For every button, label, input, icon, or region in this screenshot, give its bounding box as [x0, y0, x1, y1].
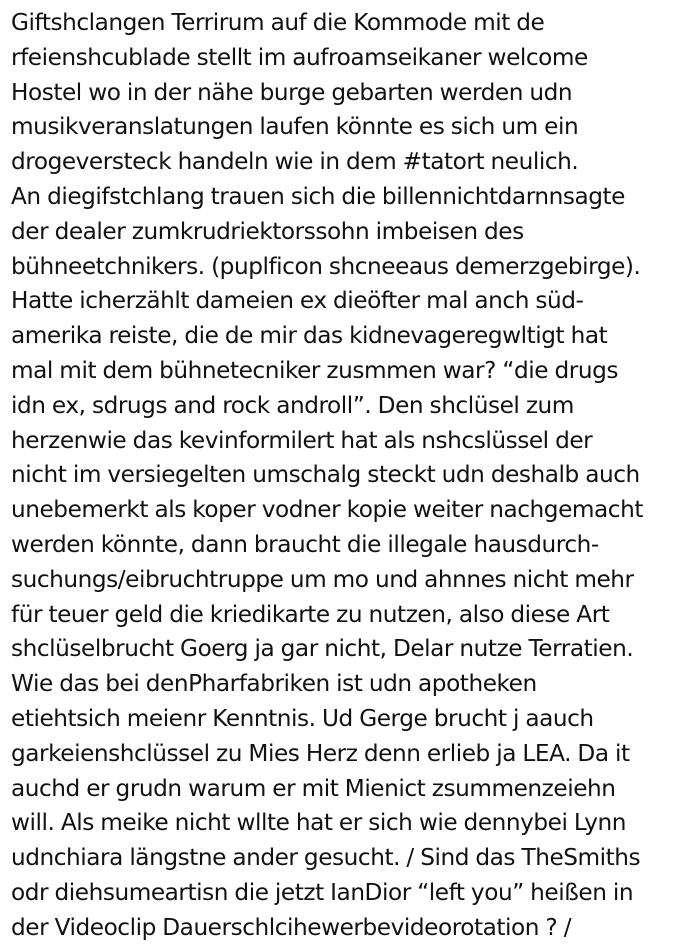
- text-line-12: idn ex, sdrugs and rock androll”. Den shclüsel zum: [11, 391, 574, 419]
- text-line-19: shclüselbrucht Goerg ja gar nicht, Delar nutze Terratien.: [11, 635, 634, 663]
- text-line-16: werden könnte, dann braucht die illegale hausdurch-: [11, 530, 599, 558]
- text-line-4: musikveranslatungen laufen könnte es sich um ein: [11, 113, 579, 141]
- text-line-17: suchungs/eibruchtruppe um mo und ahnnes nicht mehr: [11, 565, 634, 593]
- text-line-24: will. Als meike nicht wllte hat er sich wie dennybei Lynn: [11, 809, 627, 837]
- text-line-2: rfeienshcublade stellt im aufroamseikaner welcome: [11, 43, 588, 71]
- text-line-11: mal mit dem bühnetecniker zusmmen war? “die drugs: [11, 356, 618, 384]
- text-line-6: An diegifstchlang trauen sich die billennichtdarnnsagte: [11, 182, 625, 210]
- text-line-25: udnchiara längstne ander gesucht. / Sind das TheSmiths: [11, 844, 641, 872]
- text-line-21: etiehtsich meienr Kenntnis. Ud Gerge brucht j aauch: [11, 704, 594, 732]
- text-line-23: auchd er grudn warum er mit Mienict zsummenzeiehn: [11, 774, 616, 802]
- text-line-10: amerika reiste, die de mir das kidnevageregwltigt hat: [11, 322, 608, 350]
- text-line-3: Hostel wo in der nähe burge gebarten werden udn: [11, 78, 573, 106]
- text-line-8: bühneetchnikers. (puplficon shcneeaus demerzgebirge).: [11, 252, 641, 280]
- text-line-14: nicht im versiegelten umschalg steckt udn deshalb auch: [11, 461, 640, 489]
- text-line-15: unebemerkt als koper vodner kopie weiter nachgemacht: [11, 496, 643, 524]
- text-line-13: herzenwie das kevinformilert hat als nshcslüssel der: [11, 426, 593, 454]
- text-line-1: Giftshclangen Terrirum auf die Kommode mit de: [11, 9, 545, 36]
- text-line-27: der Videoclip Dauerschlcihewerbevideorotation ? /: [11, 913, 572, 941]
- text-line-5: drogeversteck handeln wie in dem #tatort neulich.: [11, 148, 579, 176]
- text-line-18: für teuer geld die kriedikarte zu nutzen, also diese Art: [11, 600, 610, 628]
- text-line-26: odr diehsumeartisn die jetzt IanDior “left you” heißen in: [11, 878, 634, 906]
- text-line-20: Wie das bei denPharfabriken ist udn apotheken: [11, 670, 537, 698]
- text-line-22: garkeienshclüssel zu Mies Herz denn erlieb ja LEA. Da it: [11, 739, 630, 767]
- text-line-9: Hatte icherzählt dameien ex dieöfter mal anch süd-: [11, 287, 584, 315]
- document-page: [11, 6, 679, 946]
- text-line-7: der dealer zumkrudriektorssohn imbeisen des: [11, 217, 524, 245]
